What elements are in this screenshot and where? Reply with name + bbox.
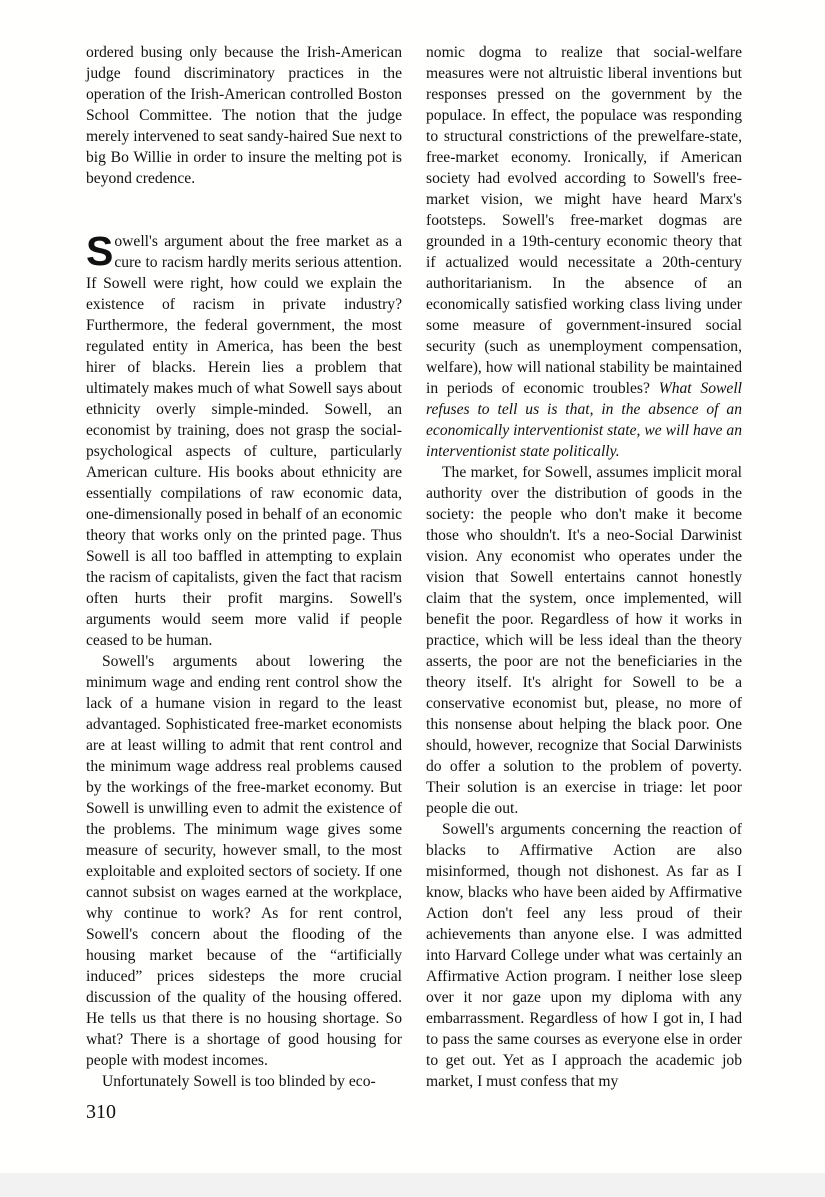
drop-cap: S <box>86 228 114 274</box>
italic-emphasis: What Sowell refuses to tell us is that, in the absence of an economically interventionist state, we will have an interventionist state politically. <box>426 380 742 460</box>
paragraph: Sowell's arguments about lowering the minimum wage and ending rent control show the lack of a humane vision in regard to the least advantaged. Sophisticated free-market economists are at least willing to admit that rent control and the minimum wage address real problems caused by the workings of the free-market economy. But Sowell is unwilling even to admit the existence of the problems. The minimum wage gives some measure of security, however small, to the most exploitable and exploited sectors of society. If one cannot subsist on wages earned at the workplace, why continue to work? As for rent control, Sowell's concern about the flooding of the housing market because of the “artificially induced” prices sidesteps the more crucial discussion of the quality of the housing offered. He tells us that there is no housing shortage. So what? There is a shortage of good housing for people with modest incomes. <box>86 653 402 1069</box>
paragraph-with-dropcap <box>86 228 402 651</box>
paragraph: ordered busing only because the Irish-American judge found discriminatory practices in the operation of the Irish-American controlled Boston School Committee. The notion that the judge merely intervened to seat sandy-haired Sue next to big Bo Willie in order to insure the melting pot is beyond credence. <box>86 44 402 187</box>
section-break <box>86 189 402 231</box>
left-column <box>86 42 402 1092</box>
paragraph-text: nomic dogma to realize that social-welfare measures were not altruistic liberal inventions but responses pressed on the government by the populace. In effect, the populace was responding to structural constrictions of the prewelfare-state, free-market economy. Ironically, if American society had evolved according to Sowell's free-market vision, we might have heard Marx's footsteps. Sowell's free-market dogmas are grounded in a 19th-century economic theory that if actualized would necessitate a 20th-century authoritarianism. In the absence of an economically satisfied working class living under some measure of government-insured social security (such as unemployment compensation, welfare), how will national stability be maintained in periods of economic troubles? <box>426 44 742 397</box>
paragraph: The market, for Sowell, assumes implicit moral authority over the distribution of goods in the society: the people who don't make it become those who shouldn't. It's a neo-Social Darwinist vision. Any economist who operates under the vision that Sowell entertains cannot honestly claim that the system, once implemented, will benefit the poor. Regardless of how it works in practice, which will be less ideal than the theory asserts, the poor are not the beneficiaries in the theory itself. It's alright for Sowell to be a conservative economist but, please, no more of this nonsense about helping the black poor. One should, however, recognize that Social Darwinists do offer a solution to the problem of poverty. Their solution is an exercise in triage: let poor people die out. <box>426 464 742 817</box>
page-number: 310 <box>86 1101 116 1123</box>
paragraph <box>426 42 742 462</box>
right-column <box>426 42 742 1092</box>
paragraph-text: owell's argument about the free market as a cure to racism hardly merits serious attention. If Sowell were right, how could we explain the existence of racism in private industry? Furthermore, the federal government, the most regulated entity in America, has been the best hirer of blacks. Herein lies a problem that ultimately makes much of what Sowell says about ethnicity overly simple-minded. Sowell, an economist by training, does not grasp the social-psychological aspects of culture, particularly American culture. His books about ethnicity are essentially compilations of raw economic data, one-dimensionally posed in behalf of an economic theory that works only on the printed page. Thus Sowell is all too baffled in attempting to explain the racism of capitalists, given the fact that racism often hurts their profit margins. Sowell's arguments would seem more valid if people ceased to be human. <box>86 233 402 649</box>
paragraph: Sowell's arguments concerning the reaction of blacks to Affirmative Action are also misinformed, though not dishonest. As far as I know, blacks who have been aided by Affirmative Action don't feel any less proud of their achievements than anyone else. I was admitted into Harvard College under what was certainly an Affirmative Action program. I neither lose sleep over it nor gaze upon my diploma with any embarrassment. Regardless of how I got in, I had to pass the same courses as everyone else in order to get out. Yet as I approach the academic job market, I must confess that my <box>426 821 742 1090</box>
paragraph: Unfortunately Sowell is too blinded by eco- <box>102 1073 376 1090</box>
